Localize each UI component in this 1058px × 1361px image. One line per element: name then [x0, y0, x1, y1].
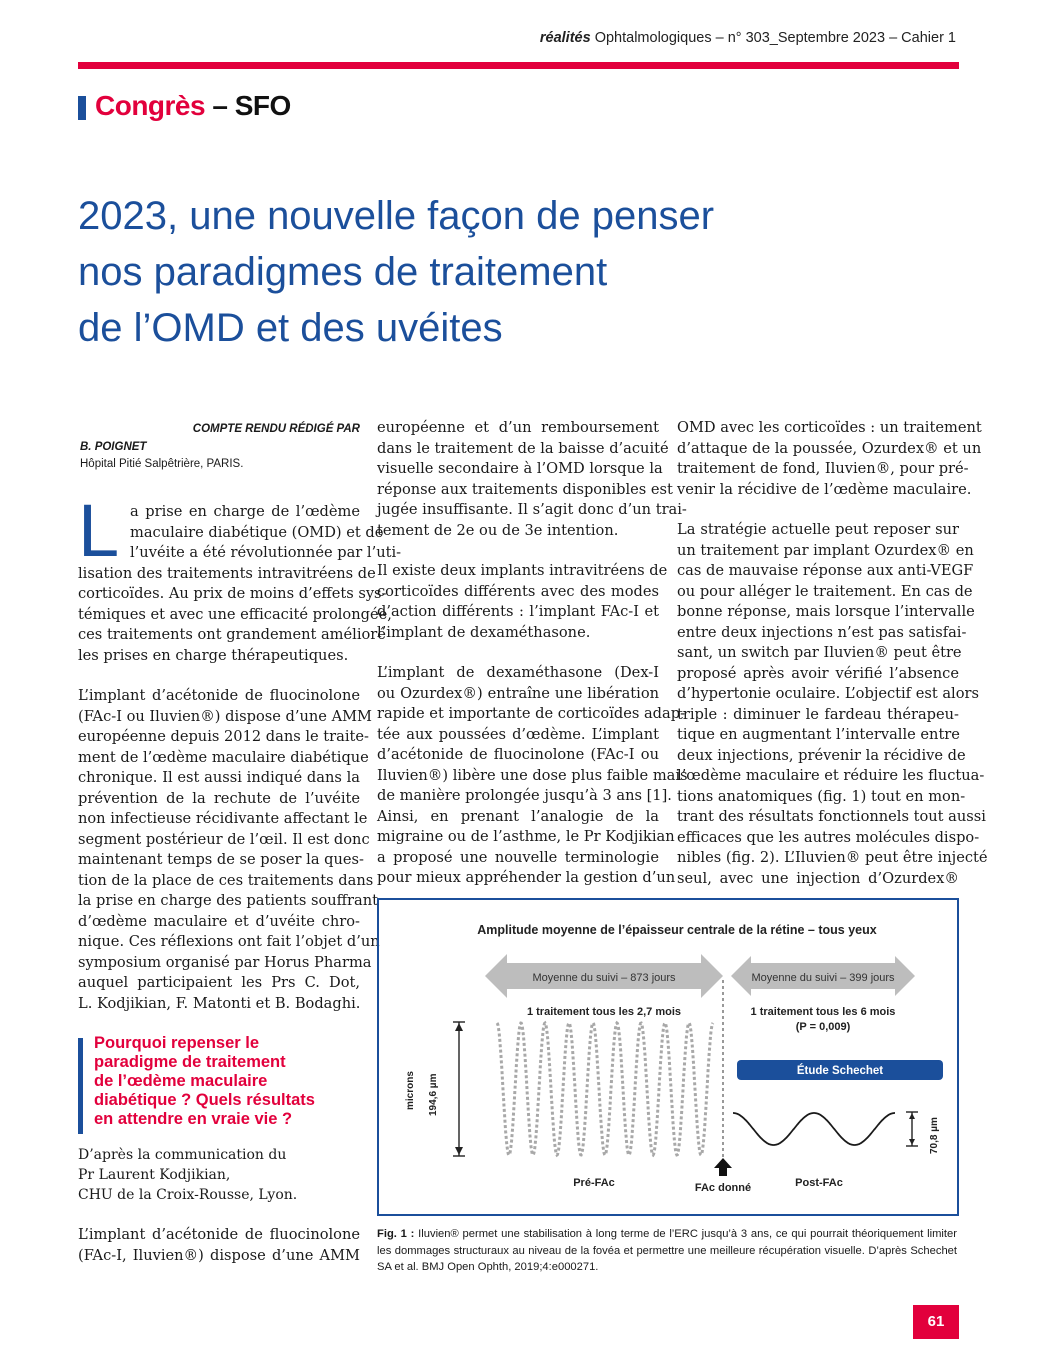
section-label: [95, 90, 291, 122]
figure-diagram: [379, 900, 961, 1218]
subsection-title: Pourquoi repenser le paradigme de traitement de l’œdème maculaire diabétique ? Quels résultats en attendre en vraie vie ?: [94, 1034, 315, 1128]
figure-caption: [377, 1226, 957, 1276]
paragraph: L’implant d’acétonide de fluocinolone (FAc-I, Iluvien®) dispose d’une AMM: [78, 1226, 360, 1264]
subsection-bar: [78, 1038, 83, 1134]
drop-cap: L: [78, 489, 120, 572]
paragraph: La stratégie actuelle peut reposer sur un traitement par implant Ozurdex® en cas de mauvaise réponse aux anti-VEGF ou pour alléger le traitement. En cas de bonne réponse, mais lorsque l’intervalle entre deux injections n’est pas satisfai- sant, un switch par Iluvien® peut être proposé après avoir vérifié l’absence d’hypertonie oculaire. L’objectif est alors triple : diminuer le fardeau thérapeu- tique en augmentant l’intervalle entre deux injections, prévenir la récidive de l’œdème maculaire et réduire les fluctua- tions anatomiques (fig. 1) tout en mon- trant des résultats fonctionnels tout aussi efficaces que les autres molécules dispo- nibles (fig. 2). L’Iluvien® peut être injecté seul, avec une injection d’Ozurdex®: [677, 521, 988, 887]
intro-paragraph: L a prise en charge de l’œdème maculaire diabétique (OMD) et de l’uvéite a été révolutionnée par l’uti- lisation des traitements intravitréens de corticoïdes. Au prix de moins d’effets sys- témiques et avec une efficacité prolongée, ces traitements ont grandement amélioré les prises en charge thérapeutiques.: [78, 489, 402, 664]
paragraph: L’implant d’acétonide de fluocinolone (FAc-I ou Iluvien®) dispose d’une AMM européenne depuis 2012 dans le traite- ment de l’œdème maculaire diabétique chronique. Il est aussi indiqué dans la prévention de la rechute de l’uvéite non infectieuse récidivante affectant le segment postérieur de l’œil. Il est donc maintenant temps de se poser la ques- tion de la place de ces traitements dans la prise en charge des patients souffrant d’œdème maculaire et d’uvéite chro- nique. Ces réflexions ont fait l’objet d’un symposium organisé par Horus Pharma auquel participaient les Prs C. Dot, L. Kodjikian, F. Matonti et B. Bodaghi.: [78, 687, 380, 1012]
title-line: nos paradigmes de traitement: [78, 250, 608, 294]
affiliation: Hôpital Pitié Salpêtrière, PARIS.: [80, 458, 244, 470]
brand-name: réalités: [539, 30, 591, 46]
amplitude-right-label: 70,8 µm: [929, 1117, 940, 1154]
article-title: [78, 188, 958, 356]
paragraph: OMD avec les corticoïdes : un traitement d’attaque de la poussée, Ozurdex® et un traitement de fond, Iluvien®, pour pré- venir la récidive de l’œdème maculaire.: [677, 419, 982, 498]
title-line: de l’OMD et des uvéites: [78, 306, 503, 350]
label-fac-given: FAc donné: [694, 1182, 752, 1194]
title-line: 2023, une nouvelle façon de penser: [78, 194, 715, 238]
study-label: Étude Schechet: [796, 1065, 884, 1077]
freq-right: 1 traitement tous les 6 mois: [750, 1006, 896, 1018]
arrow-left-label: Moyenne du suivi – 873 jours: [532, 972, 676, 984]
byline: [78, 420, 360, 456]
caption-text: Iluvien® permet une stabilisation à long terme de l’ERC jusqu’à 3 ans, ce qui pourrait théoriquement limiter les dommages structuraux au niveau de la fovéa et permettre une meilleure récupération visuelle. D’après Schechet SA et al. BMJ Open Ophth, 2019;4:e000271.: [377, 1228, 957, 1273]
column-3: [677, 418, 988, 909]
top-accent-bar: [78, 62, 959, 69]
paragraph: européenne et d’un remboursement dans le traitement de la baisse d’acuité visuelle secondaire à l’OMD lorsque la réponse aux traitements disponibles est jugée insuffisante. Il s’agit donc d’un trai- tement de 2e ou de 3e intention.: [377, 419, 687, 539]
label-pre-fac: Pré-FAc: [573, 1177, 615, 1189]
section-sub: SFO: [234, 90, 291, 121]
freq-right-p: (P = 0,009): [795, 1021, 851, 1033]
section-marker: [78, 96, 86, 120]
byline-label: COMPTE RENDU RÉDIGÉ PAR: [192, 423, 360, 435]
page-number: 61: [913, 1305, 959, 1339]
freq-left: 1 traitement tous les 2,7 mois: [526, 1006, 682, 1018]
section-name: Congrès: [95, 90, 206, 121]
running-header: [78, 30, 956, 46]
arrow-right-label: Moyenne du suivi – 399 jours: [751, 972, 895, 984]
fac-given-arrow: [714, 1158, 732, 1176]
label-post-fac: Post-FAc: [795, 1177, 843, 1189]
byline-author: B. POIGNET: [80, 441, 147, 453]
journal-info: Ophtalmologiques – n° 303_Septembre 2023 – Cahier 1: [594, 30, 956, 46]
amplitude-left-label: 194,6 µm: [428, 1073, 439, 1116]
paragraph: Il existe deux implants intravitréens de corticoïdes différents avec des modes d’action différents : l’implant FAc-I et l’implant de dexaméthasone.: [377, 562, 668, 641]
figure-1: [377, 898, 959, 1216]
figure-title: Amplitude moyenne de l’épaisseur centrale de la rétine – tous yeux: [477, 923, 877, 937]
y-unit-label: microns: [405, 1071, 416, 1110]
post-fac-wave: [733, 1113, 895, 1145]
section-separator: –: [205, 90, 235, 121]
pre-fac-wave: [497, 1023, 713, 1155]
subsection-source: D’après la communication du Pr Laurent Kodjikian, CHU de la Croix-Rousse, Lyon.: [78, 1147, 298, 1203]
subsection-heading: [78, 1034, 360, 1129]
caption-label: Fig. 1 :: [377, 1228, 415, 1240]
column-2: [377, 418, 688, 909]
paragraph: L’implant de dexaméthasone (Dex-I ou Ozurdex®) entraîne une libération rapide et importante de corticoïdes adap- tée aux poussées d’œdème. L’implant d’acétonide de fluocinolone (FAc-I ou Iluvien®) libère une dose plus faible mais de manière prolongée jusqu’à 3 ans [1]. Ainsi, en prenant l’analogie de la migraine ou de l’asthme, le Pr Kodjikian a proposé une nouvelle terminologie pour mieux appréhender la gestion d’un: [377, 664, 688, 886]
